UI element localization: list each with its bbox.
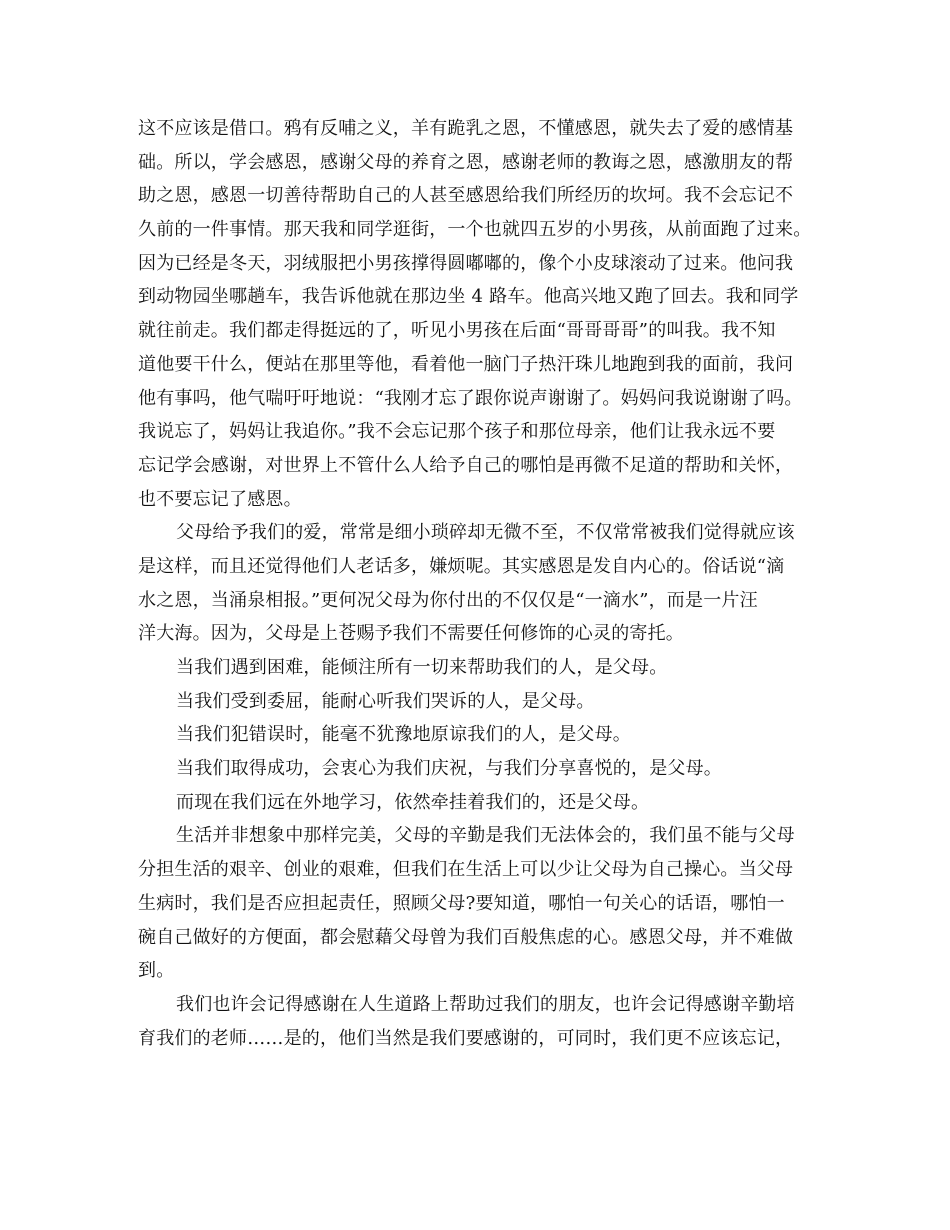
text-line: 到动物园坐哪趟车，我告诉他就在那边坐 4 路车。他高兴地又跑了回去。我和同学 xyxy=(138,286,799,308)
text-line: 道他要干什么，便站在那里等他，看着他一脑门子热汗珠儿地跑到我的面前，我问 xyxy=(138,353,794,375)
text-line: 碗自己做好的方便面，都会慰藉父母曾为我们百般焦虑的心。感恩父母，并不难做 xyxy=(138,926,794,948)
text-line: 础。所以，学会感恩，感谢父母的养育之恩，感谢老师的教诲之恩，感激朋友的帮 xyxy=(138,151,794,173)
text-line: 生病时，我们是否应担起责任，照顾父母?要知道，哪怕一句关心的话语，哪怕一 xyxy=(138,892,785,914)
text-line: 分担生活的艰辛、创业的艰难，但我们在生活上可以少让父母为自己操心。当父母 xyxy=(138,859,794,881)
text-line: 育我们的老师……是的，他们当然是我们要感谢的，可同时，我们更不应该忘记， xyxy=(138,1027,794,1049)
text-line: 我们也许会记得感谢在人生道路上帮助过我们的朋友，也许会记得感谢辛勤培 xyxy=(176,993,795,1015)
text-line: 当我们受到委屈，能耐心听我们哭诉的人，是父母。 xyxy=(176,690,595,712)
text-line: 当我们犯错误时，能毫不犹豫地原谅我们的人，是父母。 xyxy=(176,724,631,746)
text-line: 而现在我们远在外地学习，依然牵挂着我们的，还是父母。 xyxy=(176,791,650,813)
text-line: 洋大海。因为，父母是上苍赐予我们不需要任何修饰的心灵的寄托。 xyxy=(138,623,684,645)
text-line: 忘记学会感谢，对世界上不管什么人给予自己的哪怕是再微不足道的帮助和关怀， xyxy=(138,454,794,476)
text-line: 到。 xyxy=(138,960,175,982)
text-line: 水之恩，当涌泉相报。”更何况父母为你付出的不仅仅是“一滴水”，而是一片汪 xyxy=(138,589,758,611)
text-line: 我说忘了，妈妈让我追你。”我不会忘记那个孩子和那位母亲，他们让我永远不要 xyxy=(138,421,776,443)
body-text xyxy=(138,112,828,1055)
text-line: 助之恩，感恩一切善待帮助自己的人甚至感恩给我们所经历的坎坷。我不会忘记不 xyxy=(138,185,794,207)
text-line: 他有事吗，他气喘吁吁地说：“我刚才忘了跟你说声谢谢了。妈妈问我说谢谢了吗。 xyxy=(138,387,803,409)
text-line: 也不要忘记了感恩。 xyxy=(138,488,302,510)
text-line: 就往前走。我们都走得挺远的了，听见小男孩在后面“哥哥哥哥”的叫我。我不知 xyxy=(138,320,776,342)
text-line: 当我们遇到困难，能倾注所有一切来帮助我们的人，是父母。 xyxy=(176,657,668,678)
text-line: 父母给予我们的爱，常常是细小琐碎却无微不至，不仅常常被我们觉得就应该 xyxy=(176,522,795,544)
text-line: 当我们取得成功，会衷心为我们庆祝，与我们分享喜悦的，是父母。 xyxy=(176,758,722,780)
text-line: 因为已经是冬天，羽绒服把小男孩撑得圆嘟嘟的，像个小皮球滚动了过来。他问我 xyxy=(138,252,794,274)
text-line: 这不应该是借口。鸦有反哺之义，羊有跪乳之恩，不懂感恩，就失去了爱的感情基 xyxy=(138,118,794,139)
text-line: 久前的一件事情。那天我和同学逛街，一个也就四五岁的小男孩，从前面跑了过来。 xyxy=(138,219,812,241)
text-line: 生活并非想象中那样完美，父母的辛勤是我们无法体会的，我们虽不能与父母 xyxy=(176,825,795,847)
text-line: 是这样，而且还觉得他们人老话多，嫌烦呢。其实感恩是发自内心的。俗话说“滴 xyxy=(138,555,785,577)
